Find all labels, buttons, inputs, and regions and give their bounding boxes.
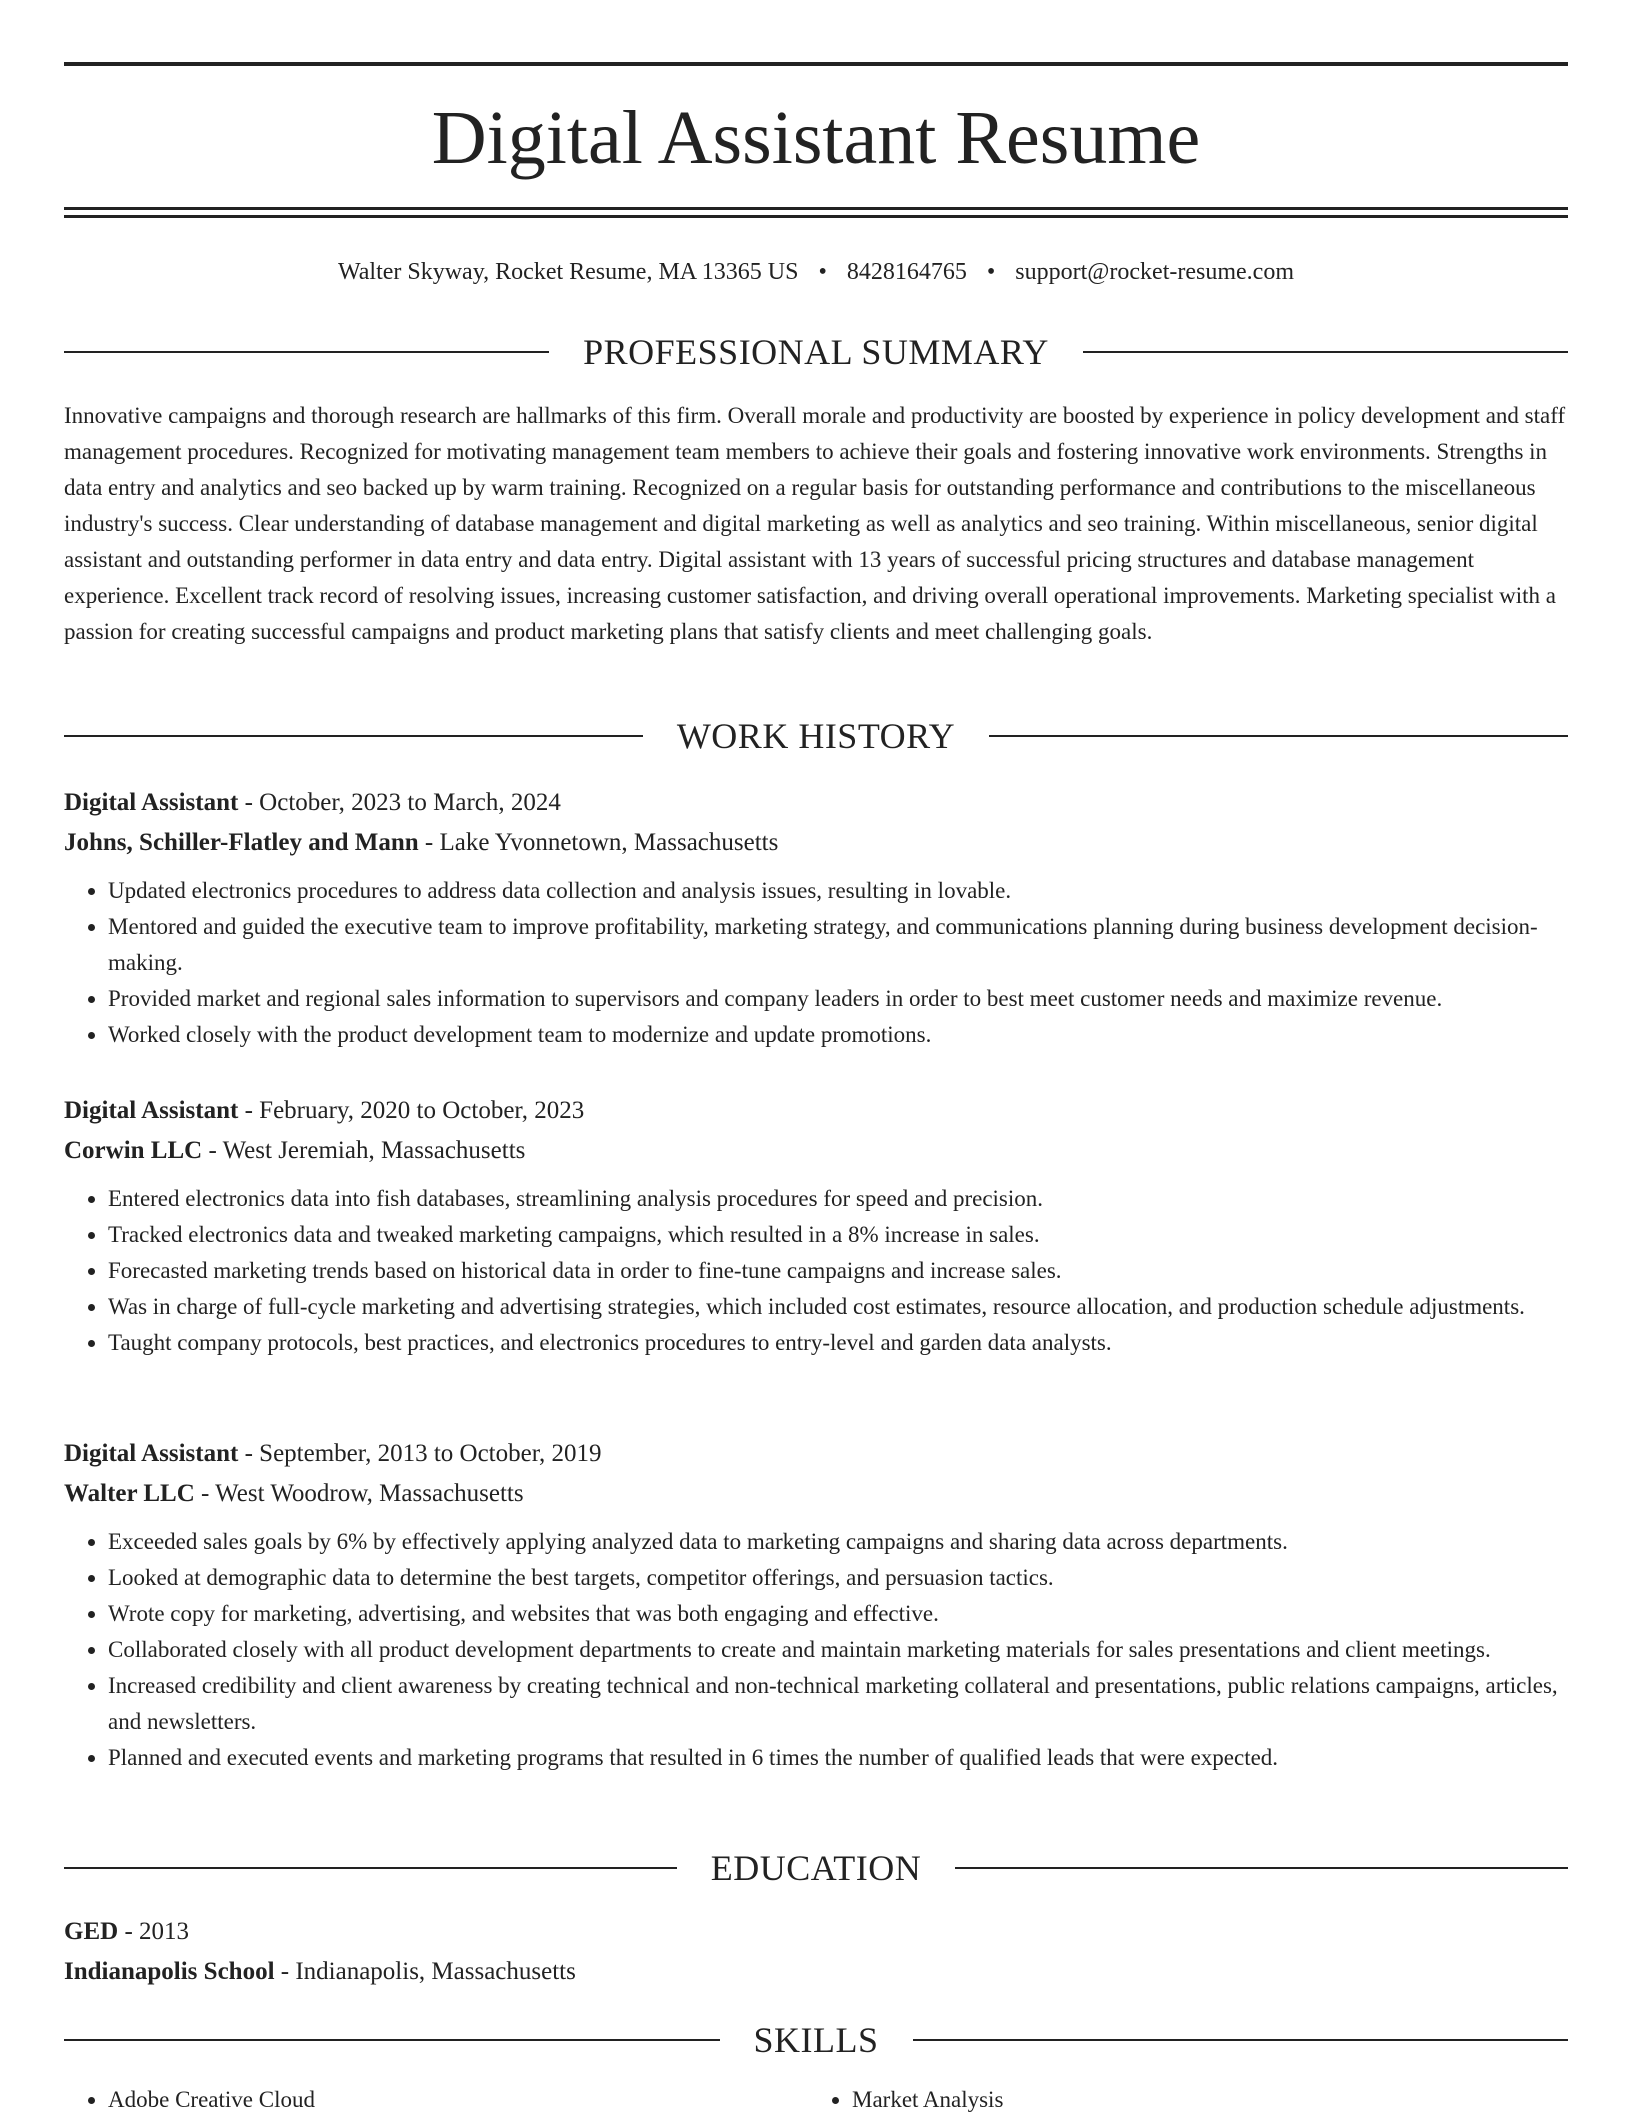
job-company: Walter LLC <box>64 1480 195 1507</box>
education-school: Indianapolis School <box>64 1958 275 1985</box>
job-bullets <box>64 873 1568 1053</box>
job-entry <box>64 783 1568 1053</box>
job-company-line <box>64 823 1568 863</box>
job-bullet: • Collaborated closely with all product development departments to create and maintain marketing materials for sales presentations and client meetings. <box>108 1632 1568 1668</box>
education-location: - Indianapolis, Massachusetts <box>274 1958 576 1985</box>
section-title: SKILLS <box>753 2020 879 2060</box>
job-bullet: • Updated electronics procedures to address data collection and analysis issues, resulting in lovable. <box>108 873 1568 909</box>
section-title: EDUCATION <box>710 1848 922 1888</box>
job-bullet: • Mentored and guided the executive team to improve profitability, marketing strategy, and communications planning during business development decision-making. <box>108 909 1568 981</box>
job-title: Digital Assistant <box>64 1440 239 1467</box>
education-entry <box>64 1912 1568 1992</box>
contact-email: support@rocket-resume.com <box>1015 259 1294 285</box>
job-bullet: • Planned and executed events and marketing programs that resulted in 6 times the number of qualified leads that were expected. <box>108 1740 1568 1776</box>
job-dates: - October, 2023 to March, 2024 <box>238 789 561 816</box>
section-header-work-history <box>64 711 1568 761</box>
section-rule <box>913 2039 1569 2041</box>
section-header-education <box>64 1843 1568 1893</box>
job-title: Digital Assistant <box>64 1097 239 1124</box>
education-degree: GED <box>64 1918 119 1945</box>
section-rule <box>64 1867 677 1869</box>
job-location: - West Jeremiah, Massachusetts <box>202 1137 526 1164</box>
job-bullet: • Wrote copy for marketing, advertising, and websites that was both engaging and effective. <box>108 1596 1568 1632</box>
skill-item: • Adobe Creative Cloud <box>108 2082 808 2118</box>
contact-separator: • <box>986 259 996 285</box>
job-bullet: • Was in charge of full-cycle marketing and advertising strategies, which included cost estimates, resource allocation, and production schedule adjustments. <box>108 1289 1568 1325</box>
skills-column-left <box>64 2082 808 2118</box>
job-entry <box>64 1434 1568 1776</box>
job-bullets <box>64 1524 1568 1776</box>
section-rule <box>989 735 1568 737</box>
skill-item: • Market Analysis <box>852 2082 1552 2118</box>
contact-phone: 8428164765 <box>846 259 967 285</box>
job-bullets <box>64 1181 1568 1361</box>
job-location: - Lake Yvonnetown, Massachusetts <box>418 829 779 856</box>
section-rule <box>64 735 643 737</box>
skills-column-right <box>808 2082 1552 2118</box>
contact-line <box>64 252 1568 292</box>
job-bullet: • Provided market and regional sales information to supervisors and company leaders in order to best meet customer needs and maximize revenue. <box>108 981 1568 1017</box>
job-bullet: • Entered electronics data into fish databases, streamlining analysis procedures for speed and precision. <box>108 1181 1568 1217</box>
skills-list <box>64 2082 1568 2118</box>
section-rule <box>955 1867 1568 1869</box>
job-entry <box>64 1091 1568 1361</box>
title-rule-lower <box>64 215 1568 218</box>
contact-separator: • <box>818 259 827 285</box>
page-title: Digital Assistant Resume <box>431 96 1201 180</box>
education-degree-line <box>64 1912 1568 1952</box>
job-bullet: • Taught company protocols, best practices, and electronics procedures to entry-level and garden data analysts. <box>108 1325 1568 1361</box>
professional-summary: Innovative campaigns and thorough research are hallmarks of this firm. Overall morale and productivity are boosted by experience in policy development and staff management procedures. Recognized for motivating management team members to achieve their goals and fostering innovative work environments. Strengths in data entry and analytics and seo backed up by warm training. Recognized on a regular basis for outstanding performance and contributions to the miscellaneous industry's success. Clear understanding of database management and digital marketing as well as analytics and seo training. Within miscellaneous, senior digital assistant and outstanding performer in data entry and data entry. Digital assistant with 13 years of successful pricing structures and database management experience. Excellent track record of resolving issues, increasing customer satisfaction, and driving overall operational improvements. Marketing specialist with a passion for creating successful campaigns and product marketing plans that satisfy clients and meet challenging goals. <box>64 403 1566 644</box>
job-bullet: • Tracked electronics data and tweaked marketing campaigns, which resulted in a 8% increase in sales. <box>108 1217 1568 1253</box>
section-rule <box>1083 351 1568 353</box>
top-rule <box>64 62 1568 66</box>
job-title-line <box>64 1091 1568 1131</box>
section-rule <box>64 2039 720 2041</box>
section-title: PROFESSIONAL SUMMARY <box>583 332 1049 372</box>
section-rule <box>64 351 549 353</box>
title-rule-upper <box>64 207 1568 210</box>
job-title-line <box>64 783 1568 823</box>
job-bullet: • Worked closely with the product development team to modernize and update promotions. <box>108 1017 1568 1053</box>
job-location: - West Woodrow, Massachusetts <box>194 1480 524 1507</box>
job-bullet: • Increased credibility and client awareness by creating technical and non-technical marketing collateral and presentations, public relations campaigns, articles, and newsletters. <box>108 1668 1568 1740</box>
job-company-line <box>64 1131 1568 1171</box>
job-bullet: • Looked at demographic data to determine the best targets, competitor offerings, and persuasion tactics. <box>108 1560 1568 1596</box>
job-dates: - September, 2013 to October, 2019 <box>238 1440 602 1467</box>
job-company: Corwin LLC <box>64 1137 203 1164</box>
job-bullet: • Forecasted marketing trends based on historical data in order to fine-tune campaigns and increase sales. <box>108 1253 1568 1289</box>
job-company: Johns, Schiller-Flatley and Mann <box>64 829 419 856</box>
section-header-skills <box>64 2015 1568 2065</box>
contact-address: Walter Skyway, Rocket Resume, MA 13365 US <box>338 259 799 285</box>
section-header-summary <box>64 327 1568 377</box>
job-company-line <box>64 1474 1568 1514</box>
education-school-line <box>64 1952 1568 1992</box>
job-title-line <box>64 1434 1568 1474</box>
section-title: WORK HISTORY <box>676 716 956 756</box>
job-bullet: • Exceeded sales goals by 6% by effectively applying analyzed data to marketing campaigns and sharing data across departments. <box>108 1524 1568 1560</box>
job-dates: - February, 2020 to October, 2023 <box>238 1097 585 1124</box>
job-title: Digital Assistant <box>64 789 239 816</box>
education-year: - 2013 <box>118 1918 190 1945</box>
